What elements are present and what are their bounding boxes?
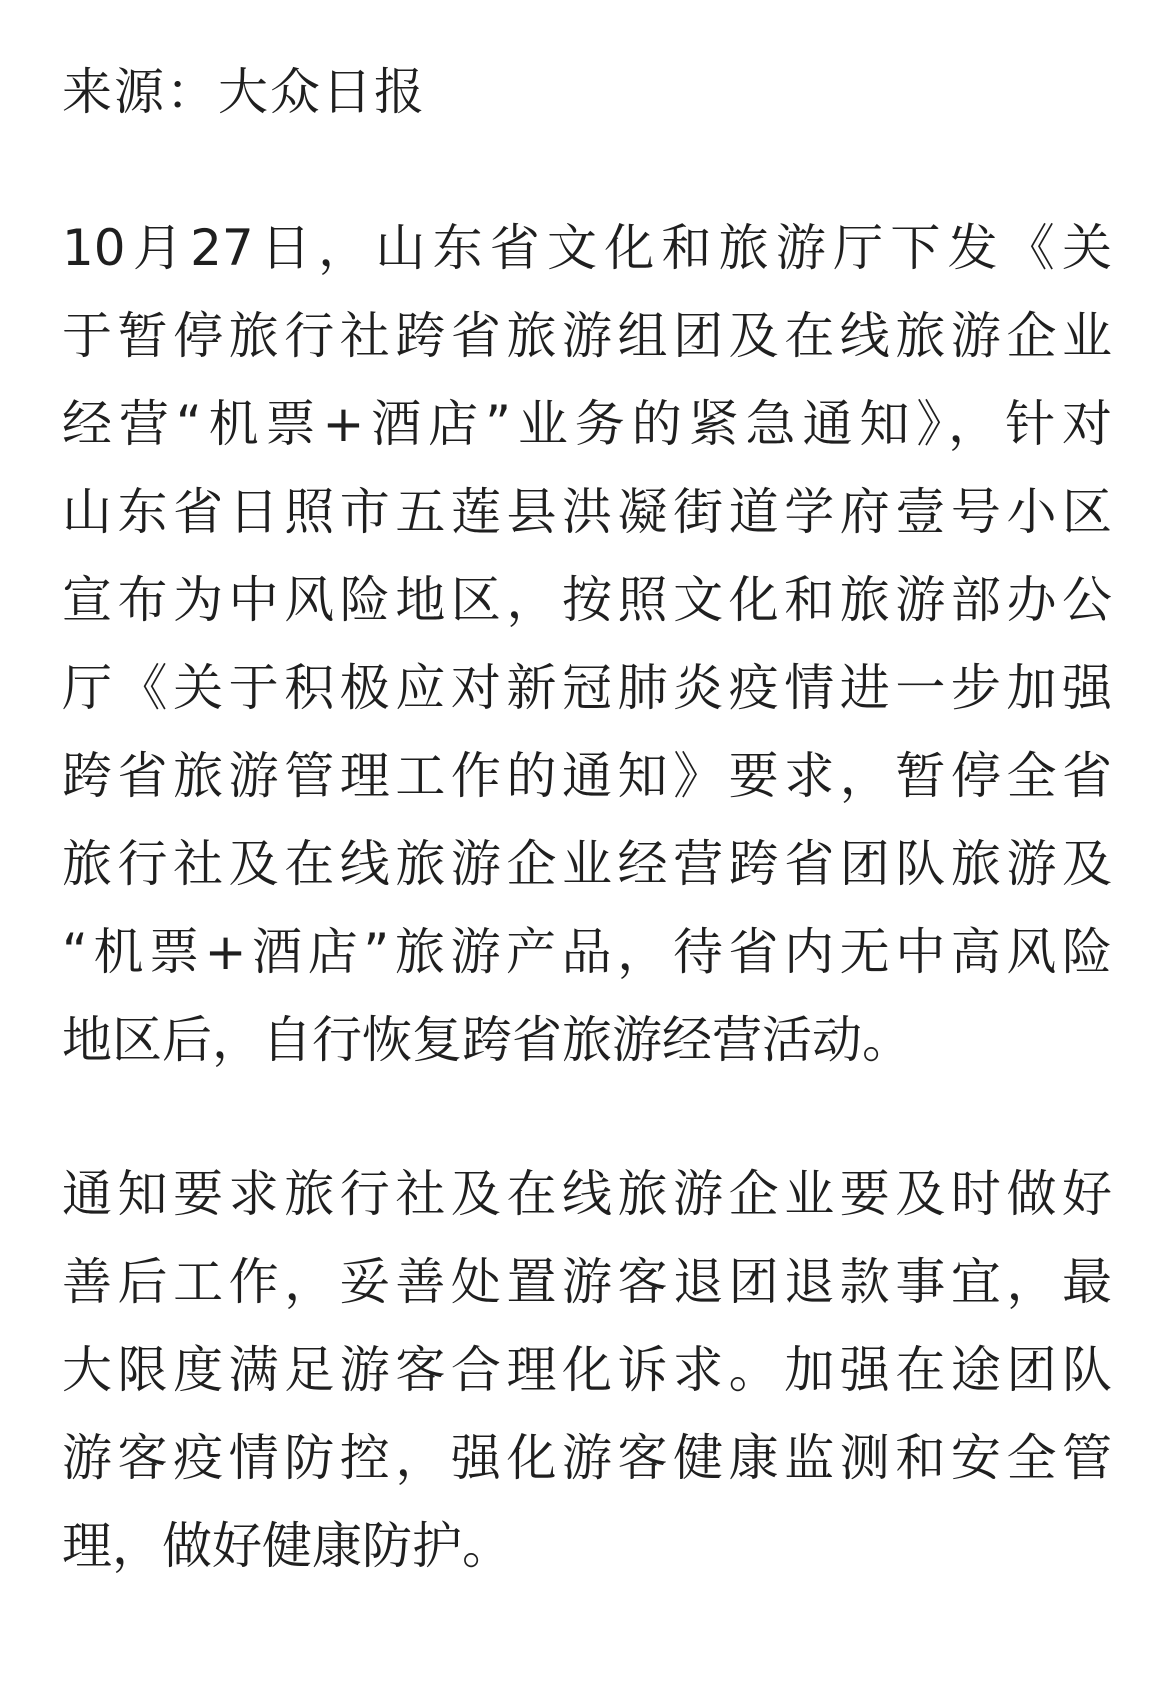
paragraph-line: 宣布为中风险地区，按照文化和旅游部办公	[62, 571, 1112, 629]
paragraph-1	[62, 204, 1112, 1084]
source-line: 来源：大众日报	[62, 63, 426, 121]
paragraph-line: 通知要求旅行社及在线旅游企业要及时做好	[62, 1165, 1112, 1223]
paragraph-2	[62, 1150, 1112, 1590]
paragraph-line: 经营“机票+酒店”业务的紧急通知》，针对	[62, 395, 1112, 453]
paragraph-line: 地区后，自行恢复跨省旅游经营活动。	[62, 1011, 912, 1069]
paragraph-line: 10月27日，山东省文化和旅游厅下发《关	[62, 219, 1112, 277]
paragraph-line: 于暂停旅行社跨省旅游组团及在线旅游企业	[62, 307, 1112, 365]
paragraph-line: 山东省日照市五莲县洪凝街道学府壹号小区	[62, 483, 1112, 541]
paragraph-line: 大限度满足游客合理化诉求。加强在途团队	[62, 1341, 1112, 1399]
paragraph-line: 旅行社及在线旅游企业经营跨省团队旅游及	[62, 835, 1112, 893]
paragraph-line: 跨省旅游管理工作的通知》要求，暂停全省	[62, 747, 1112, 805]
paragraph-line: “机票+酒店”旅游产品，待省内无中高风险	[62, 923, 1112, 981]
paragraph-line: 理，做好健康防护。	[62, 1517, 512, 1575]
paragraph-line: 游客疫情防控，强化游客健康监测和安全管	[62, 1429, 1112, 1487]
paragraph-line: 善后工作，妥善处置游客退团退款事宜，最	[62, 1253, 1112, 1311]
article	[62, 46, 1112, 1656]
paragraph-line: 厅《关于积极应对新冠肺炎疫情进一步加强	[62, 659, 1112, 717]
